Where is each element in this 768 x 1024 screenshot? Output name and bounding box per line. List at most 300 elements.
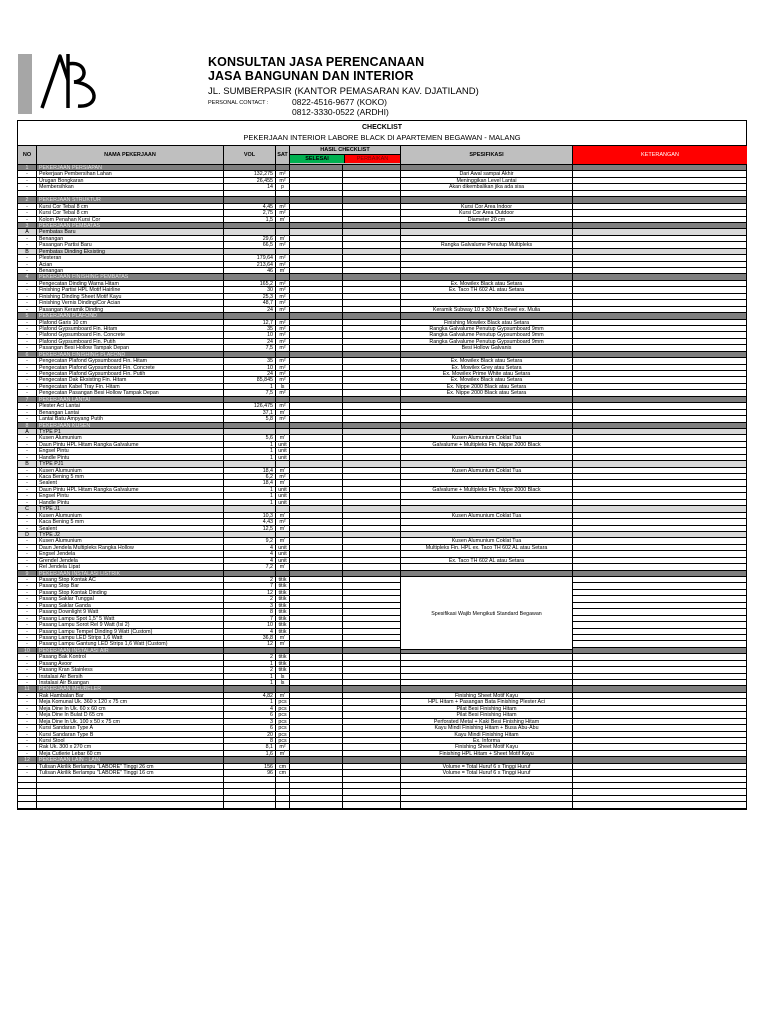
cell-spesifikasi: Kusen Alumunium Coklat Tua <box>401 435 573 441</box>
cell-no: - <box>18 519 37 525</box>
cell-vol: 1,5 <box>224 217 276 223</box>
cell-name: Pasangan Besi Hollow Tampak Depan <box>37 345 224 351</box>
cell-no: B <box>18 461 37 467</box>
cell-sat: m² <box>276 171 290 177</box>
cell-no: - <box>18 287 37 293</box>
table-header <box>18 146 746 165</box>
cell-no: 4 <box>18 274 37 280</box>
cell-name: Pengecatan Pasangan Besi Hollow Tampak Depan <box>37 390 224 396</box>
cell-sat: unit <box>276 500 290 506</box>
cell-name: Kursi Sandaran Type A <box>37 725 224 731</box>
cell-name: Pasang Stop Kontak Dinding <box>37 590 224 596</box>
cell-no: - <box>18 609 37 615</box>
cell-vol: 7 <box>224 583 276 589</box>
cell-name: Pengecatan Dinding Warna Hitam <box>37 281 224 287</box>
cell-name: Lantai Batu Ampyang Putih <box>37 416 224 422</box>
cell-vol: 2 <box>224 654 276 660</box>
cell-sat: unit <box>276 442 290 448</box>
cell-vol: 4,43 <box>224 519 276 525</box>
cell-spesifikasi: Kayu Mindi Finishing Hitam + Busa Abu-Abu <box>401 725 573 731</box>
cell-no: - <box>18 171 37 177</box>
cell-no: - <box>18 268 37 274</box>
cell-name: PEKERJAAN PEMBATAS <box>37 223 224 229</box>
cell-vol: 37,1 <box>224 410 276 416</box>
cell-name: Pasang Lampu Spot 1,5" 5 Watt <box>37 616 224 622</box>
cell-name: PEKERJAAN FINISHING PEMBATAS <box>37 274 224 280</box>
cell-vol: 4 <box>224 545 276 551</box>
cell-name: PEKERJAAN PLAFOND <box>37 313 224 319</box>
cell-sat: m² <box>276 365 290 371</box>
cell-sat: titik <box>276 654 290 660</box>
cell-name: Kursi Stool <box>37 738 224 744</box>
cell-vol: 12 <box>224 641 276 647</box>
cell-name: Meja Dine In Uk. 60 x 60 cm <box>37 706 224 712</box>
cell-no: - <box>18 744 37 750</box>
cell-name: Kusen Alumunium <box>37 538 224 544</box>
cell-spesifikasi: Pilat Besi Finishing Hitam <box>401 706 573 712</box>
cell-vol: 4,45 <box>224 204 276 210</box>
cell-vol: 9,2 <box>224 538 276 544</box>
cell-no: - <box>18 654 37 660</box>
cell-name: PEKERJAAN FINISHING PLAFOND <box>37 352 224 358</box>
cell-spesifikasi: Finishing Sheet Motif Kayu <box>401 693 573 699</box>
cell-name: PEKERJAAN LANTAI <box>37 397 224 403</box>
cell-name: Rel Jendela Lipat <box>37 564 224 570</box>
cell-vol: 26,455 <box>224 178 276 184</box>
cell-no: - <box>18 751 37 757</box>
cell-name: TYPE P1 <box>37 429 224 435</box>
cell-sat: titik <box>276 583 290 589</box>
cell-spesifikasi: Ex. Mowilex Prime White atau Setara <box>401 371 573 377</box>
phone-1: 0822-4516-9677 (KOKO) <box>292 97 387 107</box>
cell-name: Pengecatan Plafond Gypsumboard Fin. Hitam <box>37 358 224 364</box>
cell-no: - <box>18 403 37 409</box>
header-name: NAMA PEKERJAAN <box>37 146 224 164</box>
cell-name: Kursi Cor Tebal 8 cm <box>37 210 224 216</box>
cell-name <box>37 802 224 808</box>
cell-sat: m² <box>276 262 290 268</box>
cell-vol: 35 <box>224 326 276 332</box>
cell-spesifikasi: Meninggikan Level Lantai <box>401 178 573 184</box>
cell-no: - <box>18 674 37 680</box>
header-hasil-label: HASIL CHECKLIST <box>290 146 400 155</box>
cell-no: 8 <box>18 423 37 429</box>
cell-spesifikasi: Ex. Mowilex Black atau Setara <box>401 377 573 383</box>
cell-no: - <box>18 217 37 223</box>
cell-vol: 25,3 <box>224 294 276 300</box>
cell-vol: 6,2 <box>224 474 276 480</box>
cell-no: - <box>18 706 37 712</box>
cell-sat: m² <box>276 307 290 313</box>
cell-sat: m² <box>276 345 290 351</box>
cell-no: - <box>18 262 37 268</box>
cell-sat: m² <box>276 300 290 306</box>
cell-vol: 12 <box>224 590 276 596</box>
cell-spesifikasi: Akan dikembalikan jika ada sisa <box>401 184 573 190</box>
cell-no: - <box>18 204 37 210</box>
cell-no: - <box>18 725 37 731</box>
cell-spesifikasi: Diameter 20 cm <box>401 217 573 223</box>
cell-name: PEKERJAAN INSTALASI LISTRIK <box>37 571 224 577</box>
cell-spesifikasi: Perforated Metal + Kaki Besi Finishing Hitam <box>401 719 573 725</box>
cell-name: Kaca Bening 5 mm <box>37 474 224 480</box>
cell-sat: m' <box>276 513 290 519</box>
cell-spesifikasi: Ex. Nippe 2000 Black atau Setara <box>401 390 573 396</box>
cell-no: - <box>18 538 37 544</box>
cell-spesifikasi: Besi Hollow Galvanis <box>401 345 573 351</box>
cell-no: - <box>18 384 37 390</box>
cell-sat: cm <box>276 764 290 770</box>
cell-spesifikasi: Rangka Galvalume Penutup Gypsumboard 9mm <box>401 339 573 345</box>
cell-name: Pengecatan Dak Eksisting Fin. Hitam <box>37 377 224 383</box>
header-perbaikan: PERBAIKAN <box>345 155 400 163</box>
cell-sat: unit <box>276 455 290 461</box>
company-header <box>208 55 479 117</box>
table-row <box>18 802 746 808</box>
cell-spesifikasi: Ex. Taco TH 602 AL atau Setara <box>401 558 573 564</box>
cell-vol: 8 <box>224 609 276 615</box>
cell-vol: 179,64 <box>224 255 276 261</box>
cell-name: Handle Pintu <box>37 500 224 506</box>
cell-name: Plafond Gypsumboard Fin. Concrete <box>37 332 224 338</box>
cell-name: Pasang Saklar Tunggal <box>37 596 224 602</box>
cell-name: Kusen Alumunium <box>37 513 224 519</box>
cell-no: - <box>18 236 37 242</box>
cell-name: Meja Dine In Uk. 100 x 50 x 75 cm <box>37 719 224 725</box>
cell-spesifikasi: Multipleks Fin. HPL ex. Taco TH 602 AL atau Setara <box>401 545 573 551</box>
cell-no: - <box>18 377 37 383</box>
cell-vol: 1 <box>224 500 276 506</box>
cell-vol: 6 <box>224 712 276 718</box>
cell-sat: cm <box>276 770 290 776</box>
cell-name: PEKERJAAN KUSEN <box>37 423 224 429</box>
cell-vol: 10 <box>224 622 276 628</box>
cell-sat: m' <box>276 635 290 641</box>
cell-sat: m² <box>276 178 290 184</box>
cell-name: TYPE J2 <box>37 532 224 538</box>
cell-sat: titik <box>276 622 290 628</box>
cell-no: - <box>18 577 37 583</box>
header-spesifikasi: SPESIFIKASI <box>401 146 573 164</box>
cell-no: - <box>18 635 37 641</box>
cell-name: Pasang Stop Bar <box>37 583 224 589</box>
cell-vol: 4 <box>224 551 276 557</box>
cell-no: - <box>18 468 37 474</box>
cell-sat: m' <box>276 538 290 544</box>
cell-vol: 8 <box>224 738 276 744</box>
cell-name: Finishing Vernis Dinding/Cor Acian <box>37 300 224 306</box>
cell-spesifikasi: Ex. Taco TH 602 AL atau Setara <box>401 287 573 293</box>
cell-no: - <box>18 770 37 776</box>
cell-vol: 66,5 <box>224 242 276 248</box>
cell-vol: 7 <box>224 616 276 622</box>
cell-spesifikasi: Kayu Mindi Finishing Hitam <box>401 732 573 738</box>
cell-sat: m' <box>276 526 290 532</box>
cell-no: - <box>18 738 37 744</box>
cell-no: - <box>18 699 37 705</box>
cell-sat: m² <box>276 403 290 409</box>
cell-selesai <box>290 802 343 808</box>
cell-sat: titik <box>276 577 290 583</box>
cell-no: - <box>18 551 37 557</box>
cell-sat: m' <box>276 468 290 474</box>
cell-no: - <box>18 390 37 396</box>
cell-sat: ls <box>276 384 290 390</box>
cell-no: 12 <box>18 757 37 763</box>
cell-name: Acian <box>37 262 224 268</box>
cell-no: - <box>18 558 37 564</box>
cell-no: - <box>18 493 37 499</box>
cell-vol: 5,8 <box>224 416 276 422</box>
cell-sat: m' <box>276 435 290 441</box>
cell-spesifikasi: Finishing Sheet Motif Kayu <box>401 744 573 750</box>
cell-no: 1 <box>18 165 37 171</box>
contact-block <box>208 97 479 117</box>
header-selesai: SELESAI <box>290 155 345 163</box>
cell-sat: titik <box>276 629 290 635</box>
cell-no: - <box>18 455 37 461</box>
cell-no: - <box>18 487 37 493</box>
cell-sat: p <box>276 184 290 190</box>
cell-vol: 24 <box>224 339 276 345</box>
cell-sat: titik <box>276 609 290 615</box>
cell-no: - <box>18 435 37 441</box>
document-title: CHECKLIST <box>361 124 403 131</box>
cell-sat: pcs <box>276 712 290 718</box>
cell-no: - <box>18 629 37 635</box>
cell-no: - <box>18 596 37 602</box>
cell-sat: unit <box>276 551 290 557</box>
cell-no: B <box>18 249 37 255</box>
cell-vol: 12,7 <box>224 320 276 326</box>
cell-vol <box>224 802 276 808</box>
cell-no: - <box>18 184 37 190</box>
cell-vol: 4 <box>224 558 276 564</box>
cell-name: Pengecatan Kabel Tray Fin. Hitam <box>37 384 224 390</box>
cell-vol: 3 <box>224 719 276 725</box>
cell-no: - <box>18 326 37 332</box>
cell-spesifikasi: Rangka Galvalume Penutup Gypsumboard 9mm <box>401 326 573 332</box>
cell-name: Meja Dine In Bulat D 65 cm <box>37 712 224 718</box>
company-address: JL. SUMBERPASIR (KANTOR PEMASARAN KAV. DJATILAND) <box>208 86 479 97</box>
cell-vol: 3 <box>224 603 276 609</box>
cell-spesifikasi: Kursi Cor Area Outdoor <box>401 210 573 216</box>
cell-sat: unit <box>276 487 290 493</box>
title-block <box>18 121 746 146</box>
cell-spesifikasi: Finishing Mowilex Black atau Setara <box>401 320 573 326</box>
cell-no: - <box>18 416 37 422</box>
cell-no: - <box>18 764 37 770</box>
cell-no: 5 <box>18 313 37 319</box>
cell-no: - <box>18 300 37 306</box>
cell-name: Urugan Bongkaran <box>37 178 224 184</box>
cell-name: Kusen Alumunium <box>37 435 224 441</box>
cell-spesifikasi: Volume = Total Huruf 6 x Tinggi Huruf <box>401 770 573 776</box>
cell-sat: m² <box>276 358 290 364</box>
cell-no: - <box>18 281 37 287</box>
cell-name: Benangan <box>37 268 224 274</box>
cell-name: Pasang Saklar Ganda <box>37 603 224 609</box>
cell-no: D <box>18 532 37 538</box>
cell-no: - <box>18 307 37 313</box>
cell-name: TYPE J1 <box>37 506 224 512</box>
cell-no: - <box>18 442 37 448</box>
cell-no: 11 <box>18 686 37 692</box>
cell-vol: 12,5 <box>224 526 276 532</box>
checklist-sheet <box>17 120 747 810</box>
cell-sat: pcs <box>276 738 290 744</box>
cell-sat: m² <box>276 519 290 525</box>
cell-sat: m² <box>276 416 290 422</box>
cell-sat: m' <box>276 410 290 416</box>
cell-no: - <box>18 255 37 261</box>
cell-name: Instalasi Air Buangan <box>37 680 224 686</box>
cell-name: Handle Pintu <box>37 455 224 461</box>
cell-name: Daun Pintu HPL Hitam Rangka Galvalume <box>37 442 224 448</box>
contact-label: PERSONAL CONTACT : <box>208 100 269 106</box>
cell-name: Tulisan Akrilik Berlampu "LABORE" Tinggi 16 cm <box>37 770 224 776</box>
cell-name: Pasang Downlight 9 Watt <box>37 609 224 615</box>
cell-name: Pengecatan Plafond Gypsumboard Fin. Putih <box>37 371 224 377</box>
cell-no: - <box>18 480 37 486</box>
cell-sat: m² <box>276 281 290 287</box>
cell-name: Pasang Bak Kontrol <box>37 654 224 660</box>
cell-vol: 29,6 <box>224 236 276 242</box>
cell-sat: m² <box>276 339 290 345</box>
cell-no: - <box>18 680 37 686</box>
header-no: NO <box>18 146 37 164</box>
cell-sat: ls <box>276 680 290 686</box>
cell-name: Plafond Gypsumboard Fin. Putih <box>37 339 224 345</box>
cell-no: - <box>18 622 37 628</box>
cell-vol: 4 <box>224 706 276 712</box>
cell-name: Pasang Lampu Gantung LED Strips 1,6 Watt (Custom) <box>37 641 224 647</box>
cell-vol: 46 <box>224 268 276 274</box>
cell-name: Daun Pintu HPL Hitam Rangka Galvalume <box>37 487 224 493</box>
cell-no: - <box>18 210 37 216</box>
cell-vol: 96 <box>224 770 276 776</box>
cell-no: - <box>18 371 37 377</box>
cell-name: Kursi Cor Tebal 8 cm <box>37 204 224 210</box>
cell-sat: m² <box>276 371 290 377</box>
cell-no: - <box>18 332 37 338</box>
cell-vol: 7,5 <box>224 390 276 396</box>
cell-name: Pasangan Keramik Dinding <box>37 307 224 313</box>
cell-vol: 126,475 <box>224 403 276 409</box>
document-subtitle: PEKERJAAN INTERIOR LABORE BLACK DI APARTEMEN BEGAWAN - MALANG <box>243 133 521 142</box>
cell-name: Engsel Pintu <box>37 448 224 454</box>
header-hasil-checklist <box>290 146 401 164</box>
cell-sat: m' <box>276 236 290 242</box>
cell-no <box>18 802 37 808</box>
cell-no: - <box>18 693 37 699</box>
cell-vol: 1 <box>224 448 276 454</box>
cell-vol: 132,275 <box>224 171 276 177</box>
cell-name: Sealent <box>37 480 224 486</box>
cell-name: Pasang Stop Kontak AC <box>37 577 224 583</box>
cell-spesifikasi: HPL Hitam + Pasangan Bata Finishing Plester Aci <box>401 699 573 705</box>
cell-no: - <box>18 474 37 480</box>
cell-sat: titik <box>276 590 290 596</box>
cell-no: 6 <box>18 352 37 358</box>
cell-name: Pasang Lampu Tempel Dinding 9 Watt (Custom) <box>37 629 224 635</box>
cell-vol: 10 <box>224 332 276 338</box>
cell-spesifikasi: Rangka Galvalume Penutup Multipleks <box>401 242 573 248</box>
cell-vol: 1 <box>224 493 276 499</box>
cell-no: - <box>18 294 37 300</box>
cell-no: - <box>18 358 37 364</box>
company-name-line2: JASA BANGUNAN DAN INTERIOR <box>208 69 414 83</box>
cell-name: Finishing Partisi HPL Motif Hairline <box>37 287 224 293</box>
cell-vol: 1 <box>224 487 276 493</box>
cell-sat: m' <box>276 217 290 223</box>
cell-sat: m² <box>276 744 290 750</box>
cell-spesifikasi: Kusen Alumunium Coklat Tua <box>401 468 573 474</box>
cell-no: - <box>18 590 37 596</box>
cell-spesifikasi: Pilat Besi Finishing Hitam <box>401 712 573 718</box>
cell-no: - <box>18 526 37 532</box>
cell-keterangan <box>573 802 748 808</box>
cell-no: 2 <box>18 197 37 203</box>
cell-sat: pcs <box>276 699 290 705</box>
cell-vol: 1 <box>224 442 276 448</box>
cell-spesifikasi <box>401 802 573 808</box>
cell-no: - <box>18 410 37 416</box>
cell-spesifikasi: Kursi Cor Area Indoor <box>401 204 573 210</box>
cell-no: 10 <box>18 648 37 654</box>
cell-vol: 7,5 <box>224 345 276 351</box>
cell-name: PEKERJAAN LAIN - LAIN <box>37 757 224 763</box>
cell-no: - <box>18 616 37 622</box>
electrical-spec-cell: Spesifikasi Wajib Mengikuti Standard Begawan <box>401 579 573 650</box>
cell-vol: 1,6 <box>224 751 276 757</box>
cell-no: - <box>18 178 37 184</box>
cell-vol: 1 <box>224 674 276 680</box>
cell-sat: m² <box>276 332 290 338</box>
cell-name: Plester Aci Lantai <box>37 403 224 409</box>
cell-name: Benangan Lantai <box>37 410 224 416</box>
cell-sat: unit <box>276 558 290 564</box>
cell-vol: 7,2 <box>224 564 276 570</box>
cell-no: - <box>18 603 37 609</box>
cell-name: Instalasi Air Bersih <box>37 674 224 680</box>
cell-name: Membersihkan <box>37 184 224 190</box>
cell-spesifikasi: Ex. Mowilex Black atau Setara <box>401 281 573 287</box>
cell-sat: titik <box>276 603 290 609</box>
cell-vol: 35 <box>224 358 276 364</box>
header-sat: SAT <box>276 146 290 164</box>
cell-no: - <box>18 641 37 647</box>
cell-no: - <box>18 719 37 725</box>
cell-name: Kolom Penahan Kursi Cor <box>37 217 224 223</box>
cell-sat: unit <box>276 493 290 499</box>
header-keterangan: KETERANGAN <box>573 146 747 164</box>
cell-name: Meja Komunal Uk. 360 x 120 x 75 cm <box>37 699 224 705</box>
cell-no: 7 <box>18 397 37 403</box>
cell-vol: 4 <box>224 629 276 635</box>
cell-vol: 2 <box>224 667 276 673</box>
cell-sat: m' <box>276 268 290 274</box>
logo-side-bar <box>18 54 32 114</box>
cell-spesifikasi: Rangka Galvalume Penutup Gypsumboard 9mm <box>401 332 573 338</box>
cell-name: Rak Uk. 300 x 270 cm <box>37 744 224 750</box>
cell-no: - <box>18 564 37 570</box>
cell-no: - <box>18 365 37 371</box>
cell-name: Benangan <box>37 236 224 242</box>
cell-no: - <box>18 661 37 667</box>
cell-sat: m' <box>276 751 290 757</box>
cell-name: Finishing Dinding Sheet Motif Kayu <box>37 294 224 300</box>
